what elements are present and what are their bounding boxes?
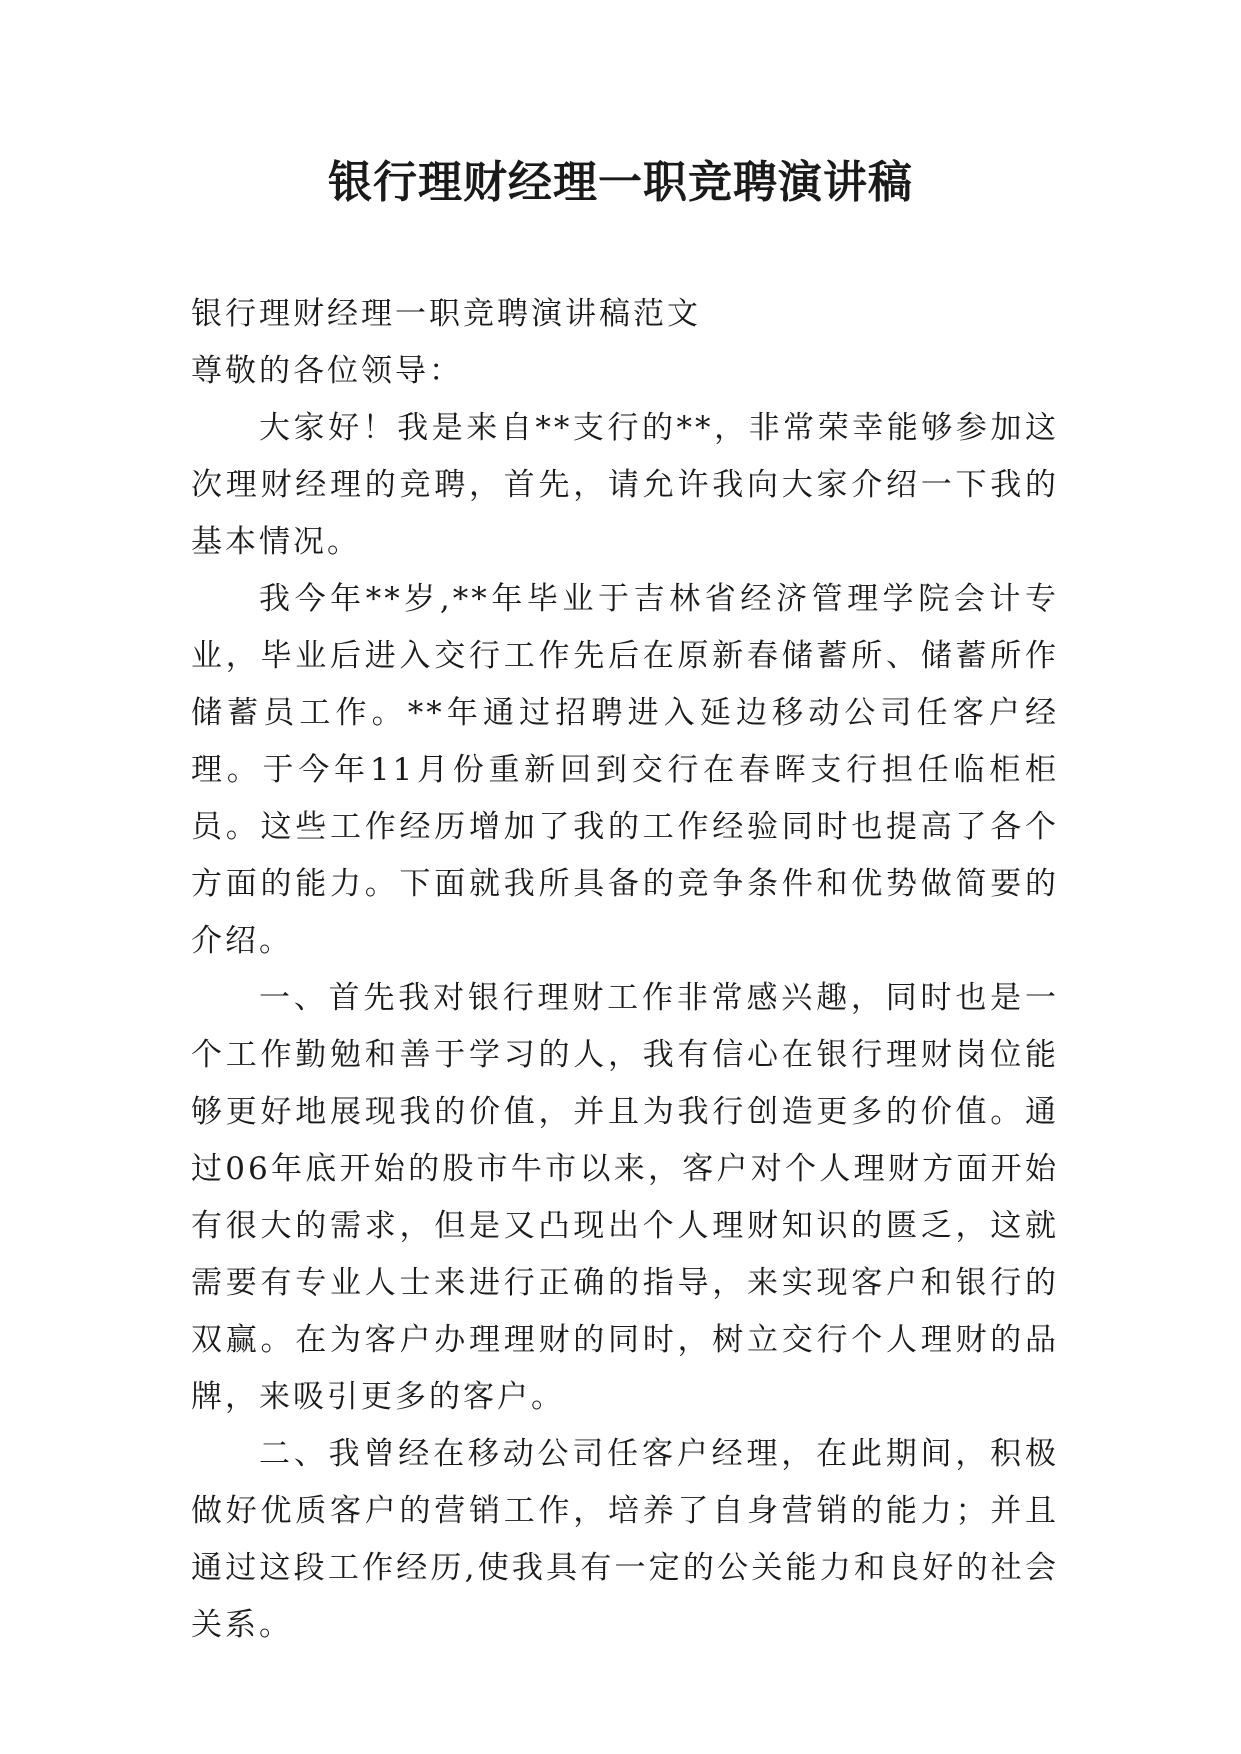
paragraph-point-two: 二、我曾经在移动公司任客户经理，在此期间，积极做好优质客户的营销工作，培养了自身营销的能力；并且通过这段工作经历,使我具有一定的公关能力和良好的社会关系。 xyxy=(191,1436,1059,1643)
document-title: 银行理财经理一职竞聘演讲稿 xyxy=(328,157,913,208)
paragraph-background: 我今年**岁,**年毕业于吉林省经济管理学院会计专业，毕业后进入交行工作先后在原新春储蓄所、储蓄所作储蓄员工作。**年通过招聘进入延边移动公司任客户经理。于今年11月份重新回到交行在春晖支行担任临柜柜员。这些工作经历增加了我的工作经验同时也提高了各个方面的能力。下面就我所具备的竞争条件和优势做简要的介绍。 xyxy=(191,581,1059,959)
salutation: 尊敬的各位领导： xyxy=(191,353,463,389)
document-subtitle: 银行理财经理一职竞聘演讲稿范文 xyxy=(191,296,701,332)
paragraph-point-one: 一、首先我对银行理财工作非常感兴趣，同时也是一个工作勤勉和善于学习的人，我有信心在银行理财岗位能够更好地展现我的价值，并且为我行创造更多的价值。通过06年底开始的股市牛市以来，客户对个人理财方面开始有很大的需求，但是又凸现出个人理财知识的匮乏，这就需要有专业人士来进行正确的指导，来实现客户和银行的双赢。在为客户办理理财的同时，树立交行个人理财的品牌，来吸引更多的客户。 xyxy=(191,980,1059,1415)
document-body xyxy=(191,286,1059,1654)
paragraph-greeting: 大家好！我是来自**支行的**，非常荣幸能够参加这次理财经理的竞聘，首先，请允许我向大家介绍一下我的基本情况。 xyxy=(191,410,1059,560)
